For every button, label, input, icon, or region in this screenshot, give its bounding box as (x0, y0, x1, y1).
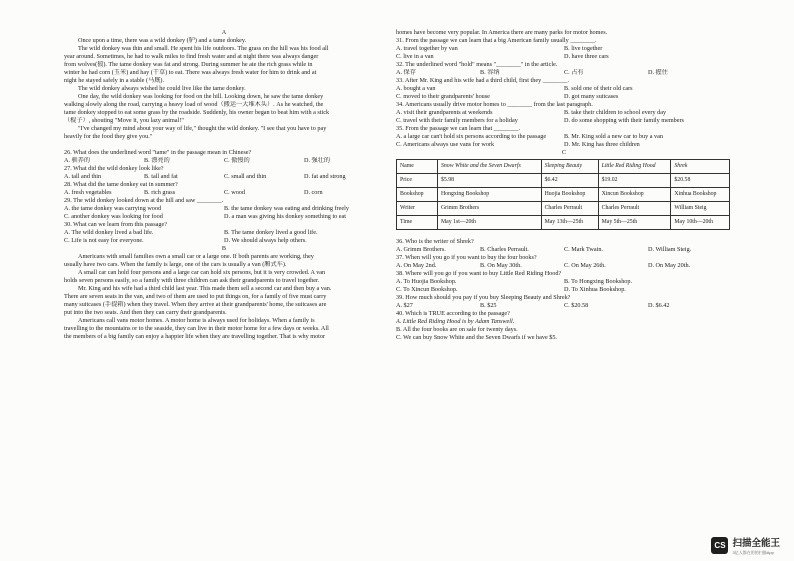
question-38 (396, 270, 732, 294)
passage-a-line: walking slowly along the road, carrying a heavy load of wood（搬运一大堆木头）. As he watched, the (64, 101, 324, 108)
option-d: D. William Steig. (648, 246, 692, 253)
table-cell: Sleeping Beauty (541, 160, 598, 174)
option-a: A. a large car can't hold six persons according to the passage (396, 133, 547, 140)
option-c: C. wood (224, 189, 245, 196)
question-stem: 32. The underlined word "hold" means "________" in the article. (396, 61, 558, 68)
option-b: B. $25 (480, 302, 497, 309)
passage-a-line: night he stayed safely in a stable (马厩). (64, 77, 165, 84)
option-c: C. small and thin (224, 173, 267, 180)
table-cell: Time (397, 216, 438, 230)
table-cell: Xincun Bookshop (598, 188, 671, 202)
option-c: C. 傲慢的 (224, 157, 250, 164)
passage-a-line: The wild donkey was thin and small. He spent his life outdoors. The grass on the hill was his food all (78, 45, 329, 52)
option-b: B. tall and fat (144, 173, 178, 180)
option-a: A. the tame donkey was carrying wood (64, 205, 162, 212)
option-d: D. a man was giving his donkey something to eat (224, 213, 347, 220)
option-c: C. Mark Twain. (564, 246, 603, 253)
option-c: C. 占有 (564, 69, 584, 76)
question-stem: 30. What can we learn from this passage? (64, 221, 167, 228)
passage-b-line: travelling to the mountains or to the seaside, they can live in their motor home for a few days or weeks. All (64, 325, 329, 332)
question-stem: 33. After Mr. King and his wife had a third child, first they ________. (396, 77, 570, 84)
option-b: B. 容纳 (480, 69, 500, 76)
option-a: A. travel together by van (396, 45, 458, 52)
option-d: D. got many suitcases (564, 93, 619, 100)
option-c: C. $20.58 (564, 302, 589, 309)
option-b: B. 漂亮的 (144, 157, 170, 164)
question-stem: 34. Americans usually drive motor homes to ________ from the last paragraph. (396, 101, 593, 108)
option-b: B. live together (564, 45, 603, 52)
question-40 (396, 310, 732, 342)
option-b: B. sold one of their old cars (564, 85, 633, 92)
option-d: D. We should always help others. (224, 237, 307, 244)
option-c: C. live in a van (396, 53, 434, 60)
table-row (397, 216, 730, 230)
table-cell: May 5th—25th (598, 216, 671, 230)
option-c: C. We can buy Snow White and the Seven Dwarfs if we have $5. (396, 334, 557, 341)
passage-b-line: A small car can hold four persons and a large car can hold six persons, but it is very crowded. A van (78, 269, 326, 276)
option-a: A. visit their grandparents at weekends (396, 109, 493, 116)
table-cell: $6.42 (541, 174, 598, 188)
question-37 (396, 254, 732, 270)
question-33 (396, 77, 732, 101)
passage-a-line: Once upon a time, there was a wild donkey (驴) and a tame donkey. (78, 37, 247, 44)
table-row (397, 202, 730, 216)
question-29 (64, 197, 384, 221)
option-c: C. moved to their grandparents' house (396, 93, 490, 100)
table-cell: Hongxing Bookshop (438, 188, 542, 202)
table-cell: May 13th—25th (541, 216, 598, 230)
question-stem: 35. From the passage we can learn that ________. (396, 125, 521, 132)
table-cell: Snow White and the Seven Dwarfs (438, 160, 542, 174)
table-header-row (397, 160, 730, 174)
option-b: B. To Hongxing Bookshop. (564, 278, 633, 285)
question-28 (64, 181, 384, 197)
question-27 (64, 165, 384, 181)
option-b: B. All the four books are on sale for twenty days. (396, 326, 518, 333)
option-c: C. On May 26th. (564, 262, 606, 269)
question-35 (396, 125, 732, 149)
question-32 (396, 61, 732, 77)
option-d: D. 强壮的 (304, 157, 331, 164)
option-a: A. fresh vegetables (64, 189, 112, 196)
table-cell: Charles Perrault (541, 202, 598, 216)
question-stem: 28. What did the tame donkey eat in summer? (64, 181, 178, 188)
scanner-watermark (711, 535, 780, 556)
passage-b-line: many suitcases (手提箱) when they travel. When they arrive at their grandparents' home, the suitcases are (64, 301, 327, 308)
passage-a-line: from wolves(狼). The tame donkey was fat and strong. During summer he ate the rich grass while in (64, 61, 313, 68)
table-cell: May 1st—20th (438, 216, 542, 230)
table-row (397, 174, 730, 188)
option-c: C. another donkey was looking for food (64, 213, 163, 220)
question-26 (64, 149, 384, 165)
option-b: B. rich grass (144, 189, 176, 196)
option-b: B. Mr. King sold a new car to buy a van (564, 133, 663, 140)
camscanner-logo-icon: CS (711, 537, 728, 554)
table-row (397, 188, 730, 202)
option-a: A. 保存 (396, 69, 416, 76)
right-column (396, 29, 732, 342)
question-stem: 26. What does the underlined word "tame" in the passage mean in Chinese? (64, 149, 252, 156)
table-cell: $19.02 (598, 174, 671, 188)
passage-a-line: tame donkey stopped to eat some grass by the roadside. Suddenly, his owner began to beat him with a stick (64, 109, 330, 116)
table-cell: Writer (397, 202, 438, 216)
option-a: A. To Huojia Bookshop. (396, 278, 457, 285)
passage-a-line: One day, the wild donkey was looking for food on the hill. Looking down, he saw the tame donkey (78, 93, 324, 100)
passage-b-line: Americans with small families own a small car or a large one. If both parents are working, they (78, 253, 314, 260)
passage-b-line: the members of a big family can enjoy a happier life when they are travelling together. That is why motor (64, 333, 326, 340)
table-cell: Bookshop (397, 188, 438, 202)
option-d: D. $6.42 (648, 302, 670, 309)
option-a: A. $27 (396, 302, 413, 309)
option-d: D. On May 20th. (648, 262, 691, 269)
table-cell: May 10th—20th (671, 216, 730, 230)
passage-a-line: year around. Sometimes, he had to walk miles to find fresh water and at night there was always danger (64, 53, 319, 60)
book-sale-table (396, 159, 730, 230)
table-cell: William Steig (671, 202, 730, 216)
passage-a-line: winter he had corn (玉米) and hay (干草) to eat. There was always fresh water for him to drink and at (64, 69, 317, 76)
table-cell: Name (397, 160, 438, 174)
passage-a-line: （棍子）, shouting "Move it, you lazy animal!" (64, 117, 184, 124)
option-a: A. On May 2nd. (396, 262, 437, 269)
table-cell: Grimm Brothers (438, 202, 542, 216)
passage-b-line: Mr. King and his wife had a third child last year. This made them sell a second car and then buy a van. (78, 285, 332, 292)
option-a: A. 驯养的 (64, 157, 91, 164)
option-a: A. The wild donkey lived a bad life. (64, 229, 154, 236)
option-b: B. the tame donkey was eating and drinking freely (224, 205, 349, 212)
option-d: D. have three cars (564, 53, 609, 60)
option-d: D. do some shopping with their family members (564, 117, 684, 124)
option-b: B. On May 30th. (480, 262, 522, 269)
table-cell: Price (397, 174, 438, 188)
left-column (64, 29, 384, 341)
passage-a-line: "I've changed my mind about your way of life," thought the wild donkey. "I see that you have to pay (78, 125, 327, 132)
scanner-subtitle: 3亿人都在用的扫描App (732, 550, 774, 555)
question-stem: 39. How much should you pay if you buy Sleeping Beauty and Shrek? (396, 294, 571, 301)
option-a: A. Grimm Brothers. (396, 246, 446, 253)
option-b: B. take their children to school every day (564, 109, 667, 116)
option-a: A. Little Red Riding Hood is by Adam Tanswell. (396, 318, 515, 325)
option-a: A. tall and thin (64, 173, 102, 180)
table-cell: Huojia Bookshop (541, 188, 598, 202)
option-d: D. Mr. King has three children (564, 141, 640, 148)
question-31 (396, 37, 732, 61)
option-d: D. corn (304, 189, 323, 196)
question-stem: 38. Where will you go if you want to buy Little Red Riding Hood? (396, 270, 562, 277)
table-cell: Little Red Riding Hood (598, 160, 671, 174)
passage-b-line: homes have become very popular. In America there are many parks for motor homes. (396, 29, 608, 36)
question-stem: 40. Which is TRUE according to the passage? (396, 310, 510, 317)
option-b: B. The tame donkey lived a good life. (224, 229, 318, 236)
option-c: C. Life is not easy for everyone. (64, 237, 144, 244)
question-34 (396, 101, 732, 125)
table-cell: Shrek (671, 160, 730, 174)
question-stem: 29. The wild donkey looked down at the hill and saw ________. (64, 197, 224, 204)
passage-b-line: holds seven persons easily, so a family with three children can ask their grandparents to travel together. (64, 277, 320, 284)
passage-a-line: heavily for the food they give you." (64, 133, 153, 140)
table-cell: Xinhua Bookshop (671, 188, 730, 202)
section-c-heading: C (561, 149, 567, 156)
passage-b-line: usually have two cars. When the family is large, one of the cars is usually a van (厢式车). (64, 261, 287, 268)
question-stem: 36. Who is the writer of Shrek? (396, 238, 474, 245)
question-36 (396, 238, 732, 254)
table-cell: $5.98 (438, 174, 542, 188)
question-30 (64, 221, 384, 245)
passage-b-line: put into the two seats. And then they can carry their grandparents. (64, 309, 227, 316)
option-c: C. travel with their family members for a holiday (396, 117, 518, 124)
option-d: D. 握住 (648, 69, 668, 76)
table-cell: Charles Perrault (598, 202, 671, 216)
table-cell: $20.58 (671, 174, 730, 188)
option-d: D. fat and strong (304, 173, 346, 180)
option-a: A. bought a van (396, 85, 436, 92)
passage-b-line: Americans call vans motor homes. A motor home is always used for holidays. When a family is (78, 317, 315, 324)
section-b-heading: B (221, 245, 227, 252)
passage-b-line: There are seven seats in the van, and two of them are used to put things on, for a family of five must carry (64, 293, 327, 300)
question-stem: 27. What did the wild donkey look like? (64, 165, 164, 172)
section-a-heading: A (221, 29, 227, 36)
question-stem: 31. From the passage we can learn that a big American family usually ________. (396, 37, 597, 44)
option-c: C. To Xincun Bookshop. (396, 286, 458, 293)
scanner-title: 扫描全能王 (732, 538, 780, 549)
option-b: B. Charles Perrault. (480, 246, 529, 253)
question-stem: 37. When will you go if you want to buy the four books? (396, 254, 537, 261)
option-c: C. Americans always use vans for work (396, 141, 495, 148)
option-d: D. To Xinhua Bookshop. (564, 286, 626, 293)
question-39 (396, 294, 732, 310)
passage-a-line: The wild donkey always wished he could live like the tame donkey. (78, 85, 246, 92)
